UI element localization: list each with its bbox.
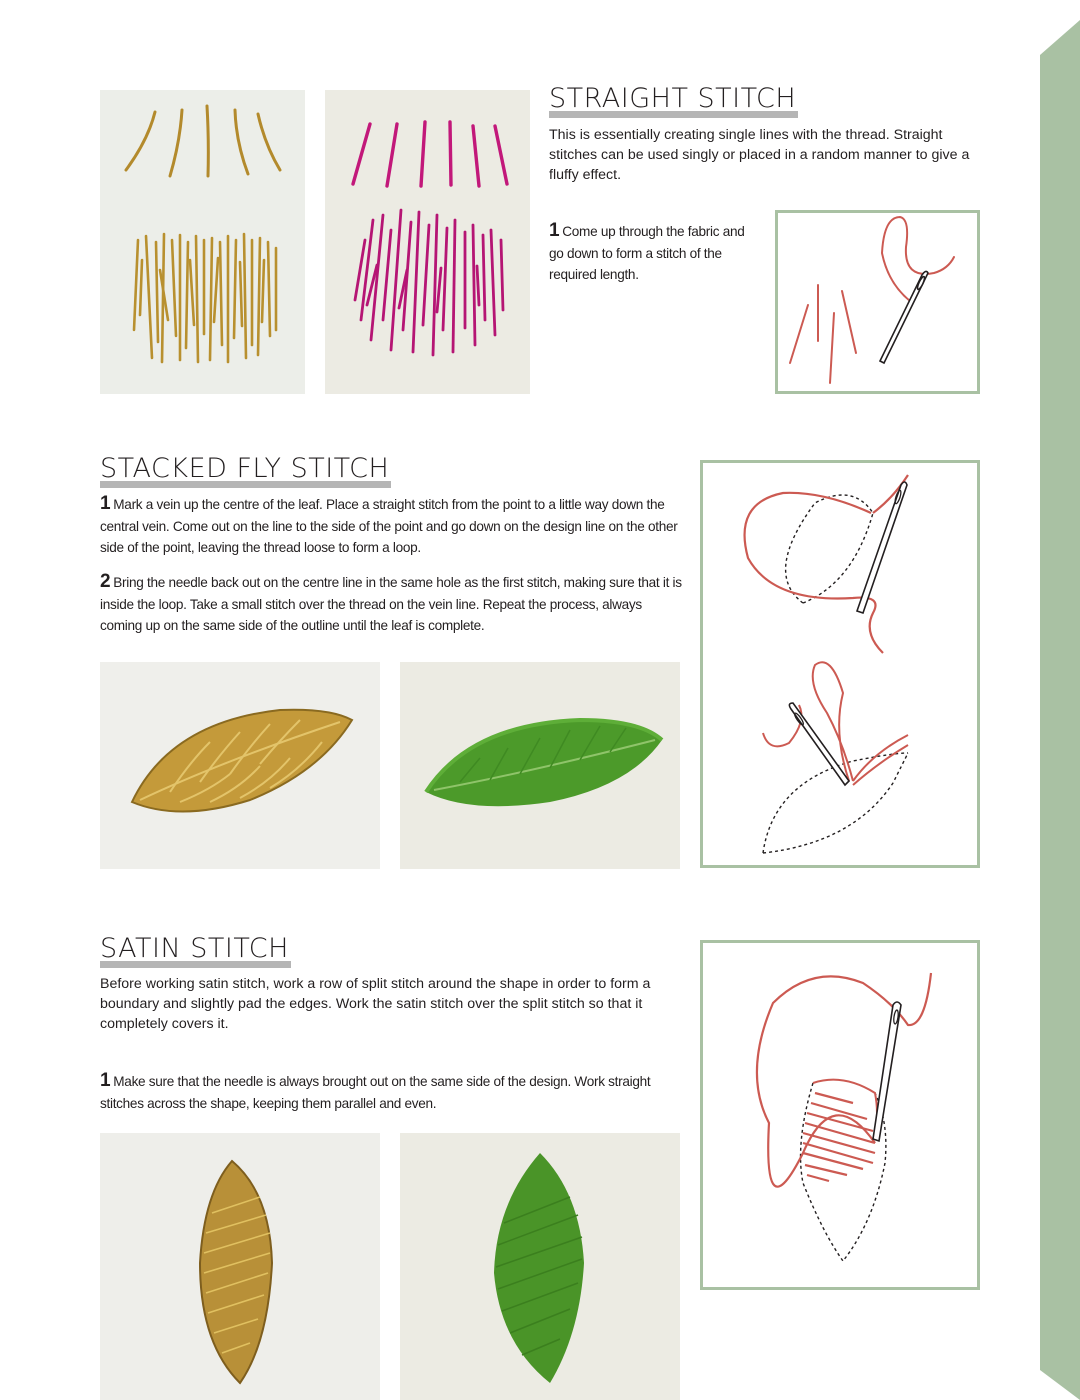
stacked-fly-green-leaf-photo	[400, 662, 680, 869]
step-text: Make sure that the needle is always brought out on the same side of the design. Work straight stitches across the shape, keeping them parallel and even.	[100, 1074, 651, 1111]
stacked-fly-stitch-diagram	[700, 460, 980, 868]
straight-stitch-gold-photo	[100, 90, 305, 394]
page-edge-tab	[1040, 0, 1080, 1400]
straight-stitch-intro: This is essentially creating single lines with the thread. Straight stitches can be used singly or placed in a random manner to give a fluffy effect.	[549, 127, 970, 183]
step-number: 1	[549, 220, 560, 241]
satin-stitch-green-leaf-photo	[400, 1133, 680, 1400]
straight-stitch-magenta-photo	[325, 90, 530, 394]
stacked-fly-gold-leaf-photo	[100, 662, 380, 869]
satin-stitch-diagram	[700, 940, 980, 1290]
step-text: Mark a vein up the centre of the leaf. Place a straight stitch from the point to a little way down the central vein. Come out on the line to the side of the point and go down on the design line on the other side of the point, leaving the thread loose to form a loop.	[100, 497, 678, 555]
satin-stitch-title: SATIN STITCH	[100, 934, 289, 964]
stacked-fly-stitch-step-2	[100, 571, 682, 637]
step-number: 1	[100, 493, 111, 514]
straight-stitch-diagram	[775, 210, 980, 394]
step-text: Come up through the fabric and go down to form a stitch of the required length.	[549, 224, 745, 282]
satin-stitch-gold-leaf-photo	[100, 1133, 380, 1400]
stacked-fly-stitch-title: STACKED FLY STITCH	[100, 454, 389, 484]
straight-stitch-title: STRAIGHT STITCH	[549, 84, 796, 114]
satin-stitch-step-1	[100, 1070, 690, 1114]
satin-stitch-intro: Before working satin stitch, work a row of split stitch around the shape in order to form a boundary and slightly pad the edges. Work the satin stitch over the split stitch so that it completely covers it.	[100, 976, 651, 1032]
step-text: Bring the needle back out on the centre line in the same hole as the first stitch, making sure that it is inside the loop. Take a small stitch over the thread on the vein line. Repeat the process, always coming up on the same side of the outline until the leaf is complete.	[100, 575, 682, 633]
step-number: 2	[100, 571, 111, 592]
straight-stitch-step-1	[549, 220, 759, 286]
stacked-fly-stitch-step-1	[100, 493, 682, 559]
step-number: 1	[100, 1070, 111, 1091]
